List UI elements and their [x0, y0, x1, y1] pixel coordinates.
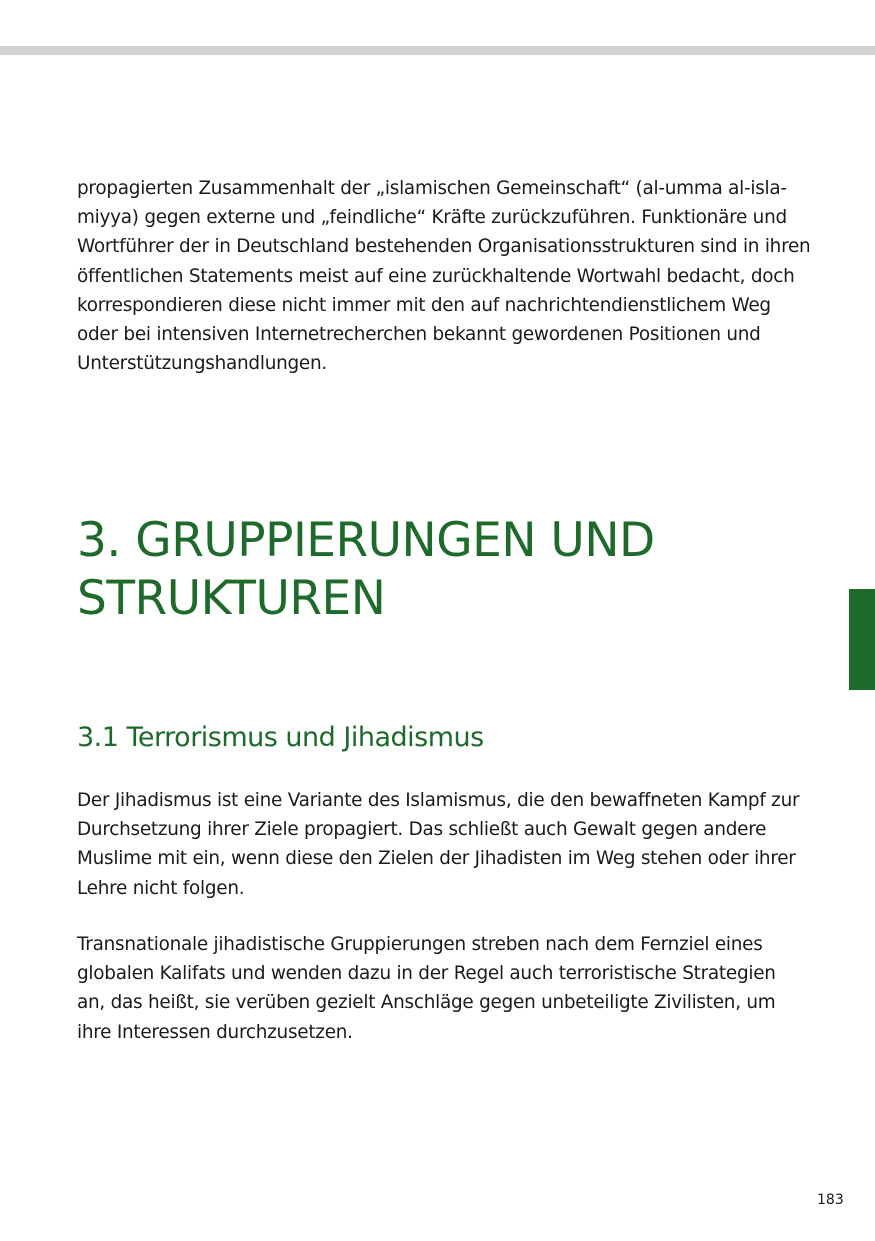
page-number: 183: [817, 1192, 844, 1208]
text-line: globalen Kalifats und wenden dazu in der Regel auch terroristische Strategien: [77, 963, 776, 985]
paragraph-intro: [77, 174, 811, 378]
text-line: Durchsetzung ihrer Ziele propagiert. Das schließt auch Gewalt gegen andere: [77, 819, 767, 841]
text-line: Lehre nicht folgen.: [77, 877, 245, 899]
text-line: propagierten Zusammenhalt der „islamischen Gemeinschaft“ (al-umma al-isla-: [77, 178, 787, 199]
text-line: öffentlichen Statements meist auf eine zurückhaltende Wortwahl bedacht, doch: [77, 265, 795, 287]
text-line: Der Jihadismus ist eine Variante des Islamismus, die den bewaffneten Kampf zur: [77, 790, 800, 811]
text-line: oder bei intensiven Internetrecherchen bekannt gewordenen Positionen und: [77, 324, 761, 346]
chapter-side-tab: [849, 589, 875, 690]
text-line: korrespondieren diese nicht immer mit den auf nachrichtendienstlichem Weg: [77, 294, 771, 316]
top-rule: [0, 46, 875, 55]
chapter-title: [77, 512, 655, 628]
chapter-title-line: 3. GRUPPIERUNGEN UND: [77, 513, 655, 568]
text-line: Wortführer der in Deutschland bestehenden Organisationsstrukturen sind in ihren: [77, 236, 811, 258]
paragraph-jihadismus: [77, 786, 807, 903]
text-line: miyya) gegen externe und „feindliche“ Kräfte zurückzuführen. Funktionäre und: [77, 207, 787, 229]
chapter-title-line: STRUKTUREN: [77, 571, 386, 626]
section-title: 3.1 Terrorismus und Jihadismus: [77, 722, 484, 753]
text-line: Unterstützungshandlungen.: [77, 353, 327, 375]
paragraph-transnational: [77, 930, 807, 1047]
text-line: Muslime mit ein, wenn diese den Zielen der Jihadisten im Weg stehen oder ihrer: [77, 848, 796, 870]
text-line: Transnationale jihadistische Gruppierungen streben nach dem Fernziel eines: [77, 934, 763, 955]
text-line: ihre Interessen durchzusetzen.: [77, 1021, 353, 1043]
text-line: an, das heißt, sie verüben gezielt Anschläge gegen unbeteiligte Zivilisten, um: [77, 992, 776, 1014]
